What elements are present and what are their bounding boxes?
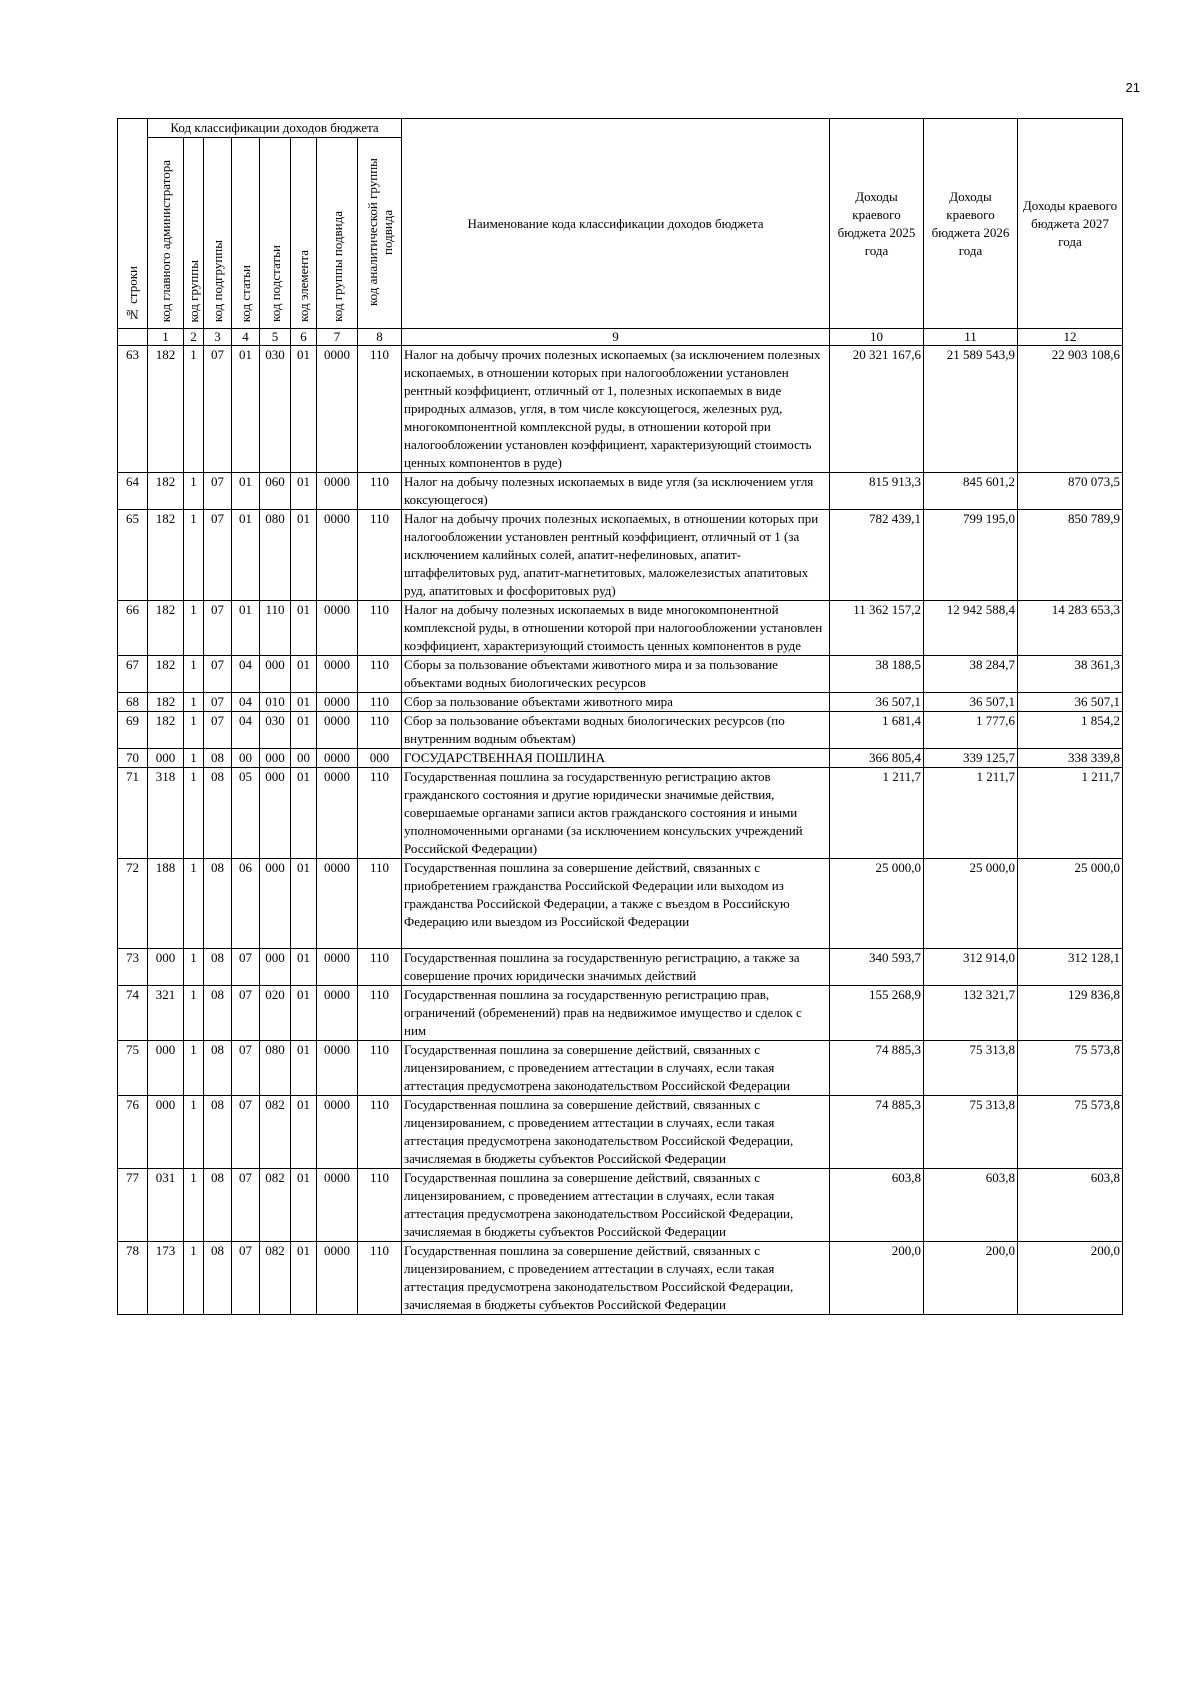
admin-code: 182 <box>148 693 184 712</box>
header-name: Наименование кода классификации доходов бюджета <box>402 119 830 329</box>
table-row <box>118 949 1123 986</box>
subgroup-code: 08 <box>204 949 232 986</box>
income-2025: 200,0 <box>830 1242 924 1315</box>
admin-code: 318 <box>148 768 184 859</box>
column-number: 6 <box>291 329 317 346</box>
column-number: 12 <box>1018 329 1123 346</box>
table-row <box>118 1242 1123 1315</box>
subarticle-code: 030 <box>260 346 291 473</box>
subarticle-code: 110 <box>260 601 291 656</box>
header-article-code: код статьи <box>232 138 260 329</box>
income-name: Сборы за пользование объектами животного мира и за пользование объектами водных биологических ресурсов <box>402 656 830 693</box>
group-code: 1 <box>184 1041 204 1096</box>
row-number: 74 <box>118 986 148 1041</box>
income-2025: 1 681,4 <box>830 712 924 749</box>
subarticle-code: 080 <box>260 510 291 601</box>
income-2026: 339 125,7 <box>924 749 1018 768</box>
income-2027: 603,8 <box>1018 1169 1123 1242</box>
element-code: 01 <box>291 986 317 1041</box>
analytic-group-code: 110 <box>358 1096 402 1169</box>
table-row <box>118 1041 1123 1096</box>
subkind-group-code: 0000 <box>317 693 358 712</box>
income-2026: 21 589 543,9 <box>924 346 1018 473</box>
income-2025: 25 000,0 <box>830 859 924 949</box>
analytic-group-code: 110 <box>358 601 402 656</box>
group-code: 1 <box>184 749 204 768</box>
subkind-group-code: 0000 <box>317 510 358 601</box>
header-admin-code: код главного администратора <box>148 138 184 329</box>
row-number: 71 <box>118 768 148 859</box>
group-code: 1 <box>184 473 204 510</box>
table-row <box>118 1096 1123 1169</box>
budget-table <box>117 118 1123 1315</box>
income-2027: 36 507,1 <box>1018 693 1123 712</box>
income-name: Государственная пошлина за государственную регистрацию актов гражданского состояния и другие юридически значимые действия, совершаемые органами записи актов гражданского состояния и иными уполномоченными органами (за исключением консульских учреждений Российской Федерации) <box>402 768 830 859</box>
subarticle-code: 080 <box>260 1041 291 1096</box>
row-number: 77 <box>118 1169 148 1242</box>
column-number: 7 <box>317 329 358 346</box>
row-number: 75 <box>118 1041 148 1096</box>
element-code: 01 <box>291 1041 317 1096</box>
page-number: 21 <box>1125 80 1140 95</box>
element-code: 01 <box>291 949 317 986</box>
subkind-group-code: 0000 <box>317 346 358 473</box>
header-analytic-group-code: код аналитической группы подвида <box>358 138 402 329</box>
article-code: 01 <box>232 601 260 656</box>
subarticle-code: 030 <box>260 712 291 749</box>
income-name: Сбор за пользование объектами животного мира <box>402 693 830 712</box>
header-row-no: № строки <box>118 119 148 329</box>
subkind-group-code: 0000 <box>317 1242 358 1315</box>
table-row <box>118 986 1123 1041</box>
income-2027: 870 073,5 <box>1018 473 1123 510</box>
income-2025: 11 362 157,2 <box>830 601 924 656</box>
income-2026: 603,8 <box>924 1169 1018 1242</box>
income-2025: 38 188,5 <box>830 656 924 693</box>
income-2027: 14 283 653,3 <box>1018 601 1123 656</box>
admin-code: 031 <box>148 1169 184 1242</box>
subgroup-code: 08 <box>204 859 232 949</box>
column-number: 8 <box>358 329 402 346</box>
income-name: Государственная пошлина за государственную регистрацию прав, ограничений (обременений) прав на недвижимое имущество и сделок с ним <box>402 986 830 1041</box>
admin-code: 188 <box>148 859 184 949</box>
analytic-group-code: 110 <box>358 656 402 693</box>
subgroup-code: 07 <box>204 601 232 656</box>
subkind-group-code: 0000 <box>317 749 358 768</box>
subgroup-code: 07 <box>204 473 232 510</box>
subarticle-code: 020 <box>260 986 291 1041</box>
analytic-group-code: 110 <box>358 510 402 601</box>
subarticle-code: 082 <box>260 1242 291 1315</box>
article-code: 07 <box>232 1096 260 1169</box>
article-code: 01 <box>232 473 260 510</box>
table-row <box>118 1169 1123 1242</box>
income-name: Государственная пошлина за совершение действий, связанных с лицензированием, с проведением аттестации в случаях, если такая аттестация предусмотрена законодательством Российской Федерации <box>402 1041 830 1096</box>
group-code: 1 <box>184 768 204 859</box>
subgroup-code: 07 <box>204 712 232 749</box>
income-2027: 22 903 108,6 <box>1018 346 1123 473</box>
income-name: Государственная пошлина за совершение действий, связанных с лицензированием, с проведением аттестации в случаях, если такая аттестация предусмотрена законодательством Российской Федерации, зачисляемая в бюджеты субъектов Российской Федерации <box>402 1096 830 1169</box>
header-subkind-group-code: код группы подвида <box>317 138 358 329</box>
income-2025: 340 593,7 <box>830 949 924 986</box>
article-code: 05 <box>232 768 260 859</box>
column-number: 10 <box>830 329 924 346</box>
income-2026: 1 777,6 <box>924 712 1018 749</box>
subgroup-code: 08 <box>204 749 232 768</box>
analytic-group-code: 000 <box>358 749 402 768</box>
element-code: 01 <box>291 1096 317 1169</box>
income-2026: 799 195,0 <box>924 510 1018 601</box>
subgroup-code: 07 <box>204 346 232 473</box>
admin-code: 182 <box>148 510 184 601</box>
income-2025: 74 885,3 <box>830 1096 924 1169</box>
analytic-group-code: 110 <box>358 1041 402 1096</box>
row-number: 76 <box>118 1096 148 1169</box>
table-row <box>118 473 1123 510</box>
income-name: Государственная пошлина за государственную регистрацию, а также за совершение прочих юридически значимых действий <box>402 949 830 986</box>
row-number: 72 <box>118 859 148 949</box>
row-number: 63 <box>118 346 148 473</box>
income-2027: 75 573,8 <box>1018 1041 1123 1096</box>
header-classification-group: Код классификации доходов бюджета <box>148 119 402 138</box>
subarticle-code: 000 <box>260 949 291 986</box>
table-row <box>118 601 1123 656</box>
table-row <box>118 749 1123 768</box>
subgroup-code: 08 <box>204 986 232 1041</box>
income-name: Налог на добычу полезных ископаемых в виде угля (за исключением угля коксующегося) <box>402 473 830 510</box>
header-income-2027: Доходы краевого бюджета 2027 года <box>1018 119 1123 329</box>
column-number: 2 <box>184 329 204 346</box>
table-row <box>118 768 1123 859</box>
income-2026: 25 000,0 <box>924 859 1018 949</box>
column-number: 11 <box>924 329 1018 346</box>
row-number: 64 <box>118 473 148 510</box>
subarticle-code: 000 <box>260 656 291 693</box>
element-code: 01 <box>291 859 317 949</box>
row-number: 78 <box>118 1242 148 1315</box>
group-code: 1 <box>184 986 204 1041</box>
article-code: 07 <box>232 1169 260 1242</box>
column-number: 1 <box>148 329 184 346</box>
subgroup-code: 08 <box>204 1096 232 1169</box>
group-code: 1 <box>184 949 204 986</box>
income-name: Налог на добычу прочих полезных ископаемых (за исключением полезных ископаемых, в отношении которых при налогообложении установлен рентный коэффициент, отличный от 1, полезных ископаемых в виде природных алмазов, угля, в том числе коксующегося, железных руд, многокомпонентной комплексной руды, в отношении которой при налогообложении установлен коэффициент, характеризующий стоимость ценных компонентов в руде) <box>402 346 830 473</box>
analytic-group-code: 110 <box>358 473 402 510</box>
income-2026: 845 601,2 <box>924 473 1018 510</box>
income-2027: 338 339,8 <box>1018 749 1123 768</box>
income-name: Налог на добычу полезных ископаемых в виде многокомпонентной комплексной руды, в отношении которой при налогообложении установлен коэффициент, характеризующий стоимость ценных компонентов в руде <box>402 601 830 656</box>
subkind-group-code: 0000 <box>317 986 358 1041</box>
analytic-group-code: 110 <box>358 1169 402 1242</box>
column-number: 3 <box>204 329 232 346</box>
element-code: 01 <box>291 346 317 473</box>
income-2026: 38 284,7 <box>924 656 1018 693</box>
element-code: 01 <box>291 656 317 693</box>
analytic-group-code: 110 <box>358 859 402 949</box>
subkind-group-code: 0000 <box>317 712 358 749</box>
column-number-row <box>118 329 1123 346</box>
row-number: 65 <box>118 510 148 601</box>
subgroup-code: 07 <box>204 656 232 693</box>
article-code: 01 <box>232 346 260 473</box>
element-code: 01 <box>291 473 317 510</box>
row-number: 73 <box>118 949 148 986</box>
income-2027: 1 211,7 <box>1018 768 1123 859</box>
analytic-group-code: 110 <box>358 693 402 712</box>
income-2026: 1 211,7 <box>924 768 1018 859</box>
article-code: 04 <box>232 693 260 712</box>
income-2026: 312 914,0 <box>924 949 1018 986</box>
group-code: 1 <box>184 1169 204 1242</box>
column-number: 4 <box>232 329 260 346</box>
group-code: 1 <box>184 346 204 473</box>
admin-code: 173 <box>148 1242 184 1315</box>
element-code: 00 <box>291 749 317 768</box>
analytic-group-code: 110 <box>358 346 402 473</box>
header-element-code: код элемента <box>291 138 317 329</box>
element-code: 01 <box>291 601 317 656</box>
analytic-group-code: 110 <box>358 1242 402 1315</box>
row-number: 66 <box>118 601 148 656</box>
income-2027: 25 000,0 <box>1018 859 1123 949</box>
analytic-group-code: 110 <box>358 986 402 1041</box>
admin-code: 182 <box>148 346 184 473</box>
income-name: Государственная пошлина за совершение действий, связанных с лицензированием, с проведением аттестации в случаях, если такая аттестация предусмотрена законодательством Российской Федерации, зачисляемая в бюджеты субъектов Российской Федерации <box>402 1242 830 1315</box>
admin-code: 000 <box>148 949 184 986</box>
income-2027: 1 854,2 <box>1018 712 1123 749</box>
income-2027: 75 573,8 <box>1018 1096 1123 1169</box>
article-code: 07 <box>232 1242 260 1315</box>
income-2027: 850 789,9 <box>1018 510 1123 601</box>
group-code: 1 <box>184 510 204 601</box>
article-code: 04 <box>232 656 260 693</box>
income-2027: 129 836,8 <box>1018 986 1123 1041</box>
article-code: 01 <box>232 510 260 601</box>
subarticle-code: 000 <box>260 749 291 768</box>
subgroup-code: 07 <box>204 693 232 712</box>
income-name: Сбор за пользование объектами водных биологических ресурсов (по внутренним водным объектам) <box>402 712 830 749</box>
subarticle-code: 082 <box>260 1169 291 1242</box>
admin-code: 182 <box>148 473 184 510</box>
table-row <box>118 712 1123 749</box>
income-name: Налог на добычу прочих полезных ископаемых, в отношении которых при налогообложении установлен рентный коэффициент, отличный от 1 (за исключением калийных солей, апатит-нефелиновых, апатит-штаффелитовых руд, апатит-магнетитовых, маложелезистых апатитовых руд, апатитовых и фосфоритовых руд) <box>402 510 830 601</box>
income-2026: 132 321,7 <box>924 986 1018 1041</box>
income-2027: 312 128,1 <box>1018 949 1123 986</box>
subgroup-code: 08 <box>204 1242 232 1315</box>
income-2026: 36 507,1 <box>924 693 1018 712</box>
admin-code: 000 <box>148 1096 184 1169</box>
table-row <box>118 693 1123 712</box>
analytic-group-code: 110 <box>358 768 402 859</box>
income-2025: 36 507,1 <box>830 693 924 712</box>
income-2026: 75 313,8 <box>924 1041 1018 1096</box>
admin-code: 182 <box>148 656 184 693</box>
income-2025: 366 805,4 <box>830 749 924 768</box>
income-name: Государственная пошлина за совершение действий, связанных с приобретением гражданства Российской Федерации или выходом из гражданства Российской Федерации, а также с въездом в Российскую Федерацию или выездом из Российской Федерации <box>402 859 830 949</box>
subarticle-code: 000 <box>260 859 291 949</box>
row-number: 68 <box>118 693 148 712</box>
income-2025: 815 913,3 <box>830 473 924 510</box>
income-2026: 75 313,8 <box>924 1096 1018 1169</box>
subkind-group-code: 0000 <box>317 1096 358 1169</box>
row-number: 70 <box>118 749 148 768</box>
subkind-group-code: 0000 <box>317 473 358 510</box>
income-2027: 38 361,3 <box>1018 656 1123 693</box>
article-code: 06 <box>232 859 260 949</box>
group-code: 1 <box>184 1096 204 1169</box>
admin-code: 000 <box>148 749 184 768</box>
table-row <box>118 859 1123 949</box>
article-code: 07 <box>232 1041 260 1096</box>
table-row <box>118 656 1123 693</box>
subkind-group-code: 0000 <box>317 601 358 656</box>
group-code: 1 <box>184 1242 204 1315</box>
header-subgroup-code: код подгруппы <box>204 138 232 329</box>
element-code: 01 <box>291 712 317 749</box>
element-code: 01 <box>291 693 317 712</box>
header-group-code: код группы <box>184 138 204 329</box>
subkind-group-code: 0000 <box>317 1041 358 1096</box>
header-income-2026: Доходы краевого бюджета 2026 года <box>924 119 1018 329</box>
column-number: 5 <box>260 329 291 346</box>
group-code: 1 <box>184 712 204 749</box>
subarticle-code: 000 <box>260 768 291 859</box>
table-row <box>118 346 1123 473</box>
subgroup-code: 08 <box>204 1169 232 1242</box>
element-code: 01 <box>291 768 317 859</box>
income-2025: 155 268,9 <box>830 986 924 1041</box>
income-2027: 200,0 <box>1018 1242 1123 1315</box>
row-number: 69 <box>118 712 148 749</box>
group-code: 1 <box>184 656 204 693</box>
column-number <box>118 329 148 346</box>
row-number: 67 <box>118 656 148 693</box>
group-code: 1 <box>184 601 204 656</box>
subkind-group-code: 0000 <box>317 656 358 693</box>
subkind-group-code: 0000 <box>317 768 358 859</box>
income-2025: 782 439,1 <box>830 510 924 601</box>
income-2026: 12 942 588,4 <box>924 601 1018 656</box>
admin-code: 182 <box>148 712 184 749</box>
article-code: 07 <box>232 949 260 986</box>
table-body <box>118 346 1123 1315</box>
admin-code: 182 <box>148 601 184 656</box>
article-code: 00 <box>232 749 260 768</box>
subarticle-code: 060 <box>260 473 291 510</box>
subarticle-code: 082 <box>260 1096 291 1169</box>
income-2025: 20 321 167,6 <box>830 346 924 473</box>
subkind-group-code: 0000 <box>317 949 358 986</box>
subgroup-code: 07 <box>204 510 232 601</box>
subgroup-code: 08 <box>204 1041 232 1096</box>
subkind-group-code: 0000 <box>317 859 358 949</box>
income-2025: 603,8 <box>830 1169 924 1242</box>
group-code: 1 <box>184 859 204 949</box>
header-income-2025: Доходы краевого бюджета 2025 года <box>830 119 924 329</box>
subarticle-code: 010 <box>260 693 291 712</box>
income-2025: 1 211,7 <box>830 768 924 859</box>
analytic-group-code: 110 <box>358 712 402 749</box>
subgroup-code: 08 <box>204 768 232 859</box>
group-code: 1 <box>184 693 204 712</box>
admin-code: 321 <box>148 986 184 1041</box>
income-2025: 74 885,3 <box>830 1041 924 1096</box>
column-number: 9 <box>402 329 830 346</box>
income-2026: 200,0 <box>924 1242 1018 1315</box>
income-name: ГОСУДАРСТВЕННАЯ ПОШЛИНА <box>402 749 830 768</box>
article-code: 04 <box>232 712 260 749</box>
income-name: Государственная пошлина за совершение действий, связанных с лицензированием, с проведением аттестации в случаях, если такая аттестация предусмотрена законодательством Российской Федерации, зачисляемая в бюджеты субъектов Российской Федерации <box>402 1169 830 1242</box>
header-subarticle-code: код подстатьи <box>260 138 291 329</box>
element-code: 01 <box>291 510 317 601</box>
element-code: 01 <box>291 1242 317 1315</box>
table-row <box>118 510 1123 601</box>
admin-code: 000 <box>148 1041 184 1096</box>
analytic-group-code: 110 <box>358 949 402 986</box>
article-code: 07 <box>232 986 260 1041</box>
element-code: 01 <box>291 1169 317 1242</box>
subkind-group-code: 0000 <box>317 1169 358 1242</box>
